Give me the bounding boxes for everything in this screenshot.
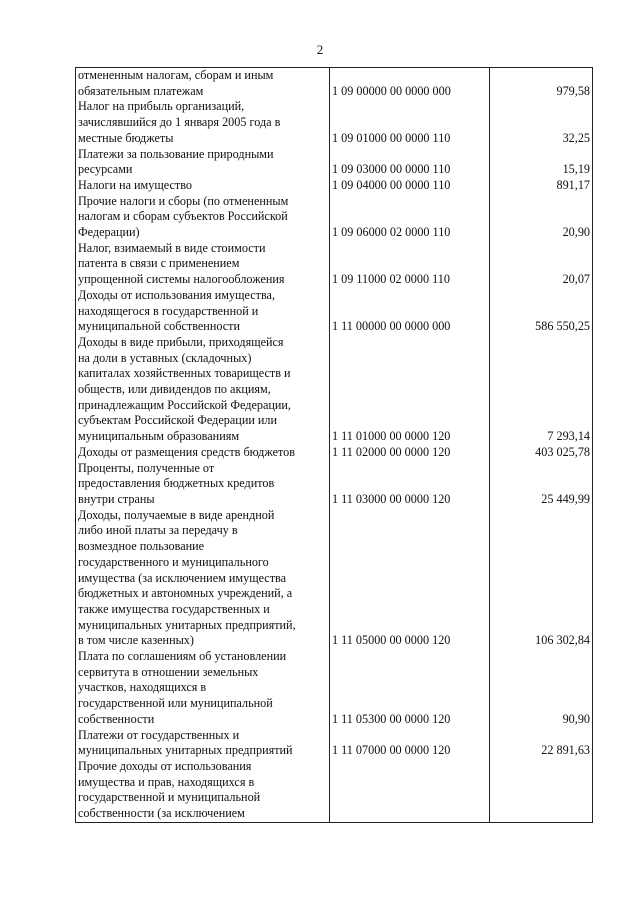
revenue-name: Прочие доходы от использования имущества и прав, находящихся в государственной и муниципальной собственности (за исключением <box>76 759 330 822</box>
amount: 891,17 <box>490 178 593 194</box>
revenue-name: Доходы от использования имущества, находящегося в государственной и муниципальной собственности <box>76 288 330 335</box>
budget-code: 1 09 03000 00 0000 110 <box>330 147 490 178</box>
amount: 90,90 <box>490 649 593 728</box>
revenue-table <box>75 67 593 823</box>
amount: 7 293,14 <box>490 335 593 445</box>
table-row <box>76 68 593 100</box>
table-row <box>76 194 593 241</box>
revenue-name: Доходы, получаемые в виде арендной либо иной платы за передачу в возмездное пользование государственного и муниципального имущества (за исключением имущества бюджетных и автономных учреждений, а также имущества государственных и муниципальных унитарных предприятий, в том числе казенных) <box>76 508 330 649</box>
amount: 15,19 <box>490 147 593 178</box>
table-row <box>76 178 593 194</box>
amount: 32,25 <box>490 99 593 146</box>
budget-code: 1 11 03000 00 0000 120 <box>330 461 490 508</box>
budget-code: 1 11 01000 00 0000 120 <box>330 335 490 445</box>
amount <box>490 759 593 822</box>
revenue-name: Доходы от размещения средств бюджетов <box>76 445 330 461</box>
revenue-name: Проценты, полученные от предоставления бюджетных кредитов внутри страны <box>76 461 330 508</box>
table-row <box>76 241 593 288</box>
budget-code: 1 09 04000 00 0000 110 <box>330 178 490 194</box>
revenue-name: Налоги на имущество <box>76 178 330 194</box>
table-row <box>76 445 593 461</box>
amount: 403 025,78 <box>490 445 593 461</box>
amount: 979,58 <box>490 68 593 100</box>
budget-code: 1 09 01000 00 0000 110 <box>330 99 490 146</box>
amount: 20,90 <box>490 194 593 241</box>
amount: 586 550,25 <box>490 288 593 335</box>
revenue-name: Платежи от государственных и муниципальных унитарных предприятий <box>76 728 330 759</box>
revenue-name: Налог, взимаемый в виде стоимости патента в связи с применением упрощенной системы налогообложения <box>76 241 330 288</box>
table-row <box>76 335 593 445</box>
budget-code: 1 09 00000 00 0000 000 <box>330 68 490 100</box>
budget-code: 1 11 05300 00 0000 120 <box>330 649 490 728</box>
table-row <box>76 508 593 649</box>
table-row <box>76 147 593 178</box>
budget-code: 1 09 11000 02 0000 110 <box>330 241 490 288</box>
budget-code: 1 11 00000 00 0000 000 <box>330 288 490 335</box>
budget-code: 1 11 02000 00 0000 120 <box>330 445 490 461</box>
budget-code <box>330 759 490 822</box>
table-row <box>76 99 593 146</box>
table-row <box>76 728 593 759</box>
revenue-name: Прочие налоги и сборы (по отмененным налогам и сборам субъектов Российской Федерации) <box>76 194 330 241</box>
page-number: 2 <box>316 42 324 57</box>
amount: 22 891,63 <box>490 728 593 759</box>
revenue-name: Плата по соглашениям об установлении сервитута в отношении земельных участков, находящихся в государственной или муниципальной собственности <box>76 649 330 728</box>
amount: 25 449,99 <box>490 461 593 508</box>
amount: 106 302,84 <box>490 508 593 649</box>
table-row <box>76 461 593 508</box>
revenue-name: Налог на прибыль организаций, зачислявшийся до 1 января 2005 года в местные бюджеты <box>76 99 330 146</box>
table-row <box>76 288 593 335</box>
revenue-name: Платежи за пользование природными ресурсами <box>76 147 330 178</box>
amount: 20,07 <box>490 241 593 288</box>
table-row <box>76 649 593 728</box>
budget-code: 1 11 05000 00 0000 120 <box>330 508 490 649</box>
table-row <box>76 759 593 822</box>
budget-code: 1 09 06000 02 0000 110 <box>330 194 490 241</box>
revenue-name: отмененным налогам, сборам и иным обязательным платежам <box>76 68 330 100</box>
budget-code: 1 11 07000 00 0000 120 <box>330 728 490 759</box>
revenue-name: Доходы в виде прибыли, приходящейся на доли в уставных (складочных) капиталах хозяйственных товариществ и обществ, или дивидендов по акциям, принадлежащим Российской Федерации, субъектам Российской Федерации или муниципальным образованиям <box>76 335 330 445</box>
